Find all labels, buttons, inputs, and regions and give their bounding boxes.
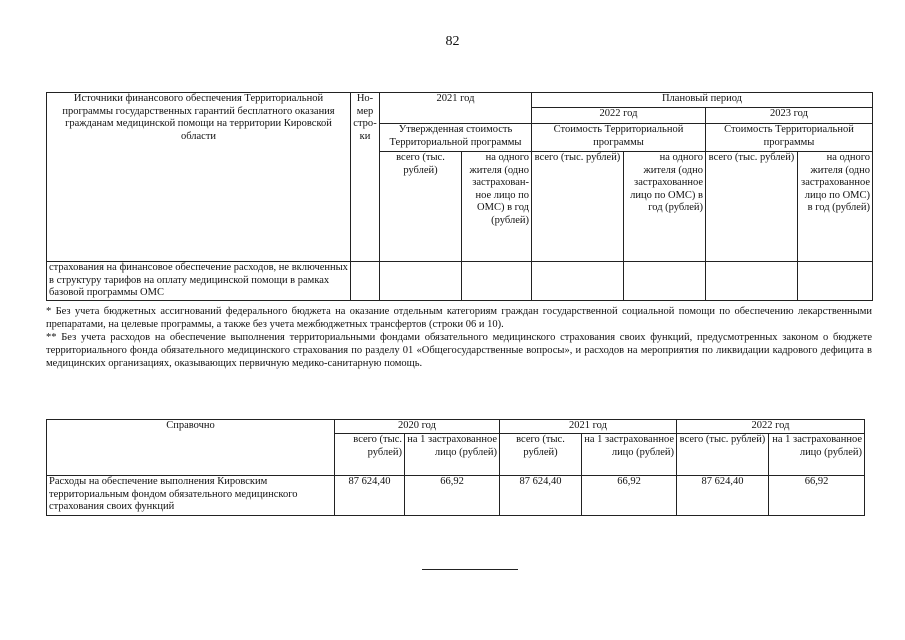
approved-cost-header: Утвержденная стоимость Территориальной программы	[380, 124, 532, 152]
ref-value-2020-total: 87 624,40	[335, 476, 405, 516]
per-resident-2023-header: на одного жителя (одно застрахованное лицо по ОМС) в год (рублей)	[798, 152, 873, 262]
ref-per-insured-2021-header: на 1 застрахованное лицо (рублей)	[582, 434, 677, 476]
footnote-1: * Без учета бюджетных ассигнований федерального бюджета на оказание отдельным категориям граждан государственной социальной помощи по обеспечению лекарственными препаратами, на целевые программы, а также без учета межбюджетных трансфертов (строки 06 и 10).	[46, 306, 872, 330]
per-resident-2022-header: на одного жителя (одно застрахованное лицо по ОМС) в год (рублей)	[624, 152, 706, 262]
cost-2023-header: Стоимость Территориальной программы	[706, 124, 873, 152]
total-2023-header: всего (тыс. рублей)	[706, 152, 798, 262]
reference-header: Справочно	[47, 420, 335, 476]
table-row	[47, 262, 873, 301]
total-2022-header: всего (тыс. рублей)	[532, 152, 624, 262]
row-cell	[706, 262, 798, 301]
ref-year-2022-header: 2022 год	[677, 420, 865, 434]
year-2021-header: 2021 год	[380, 93, 532, 124]
planning-period-header: Плановый период	[532, 93, 873, 108]
per-resident-2021-header: на одного жителя (одно застрахованное лицо по ОМС) в год (рублей)	[462, 152, 532, 262]
row-cell	[532, 262, 624, 301]
ref-value-2021-per: 66,92	[582, 476, 677, 516]
page-number: 82	[445, 34, 460, 49]
ref-total-2022-header: всего (тыс. рублей)	[677, 434, 769, 476]
ref-total-2021-header: всего (тыс. рублей)	[500, 434, 582, 476]
reference-table	[46, 419, 865, 516]
footnotes	[46, 305, 872, 370]
row-cell	[380, 262, 462, 301]
ref-value-2020-per: 66,92	[405, 476, 500, 516]
year-2023-header: 2023 год	[706, 108, 873, 124]
year-2020-header: 2020 год	[335, 420, 500, 434]
row-line-number	[351, 262, 380, 301]
row-cell	[624, 262, 706, 301]
ref-total-2020-header: всего (тыс. рублей)	[335, 434, 405, 476]
ref-value-2022-per: 66,92	[769, 476, 865, 516]
year-2022-header: 2022 год	[532, 108, 706, 124]
ref-value-2021-total: 87 624,40	[500, 476, 582, 516]
financing-table	[46, 92, 873, 301]
ref-per-insured-2022-header: на 1 застрахованное лицо (рублей)	[769, 434, 865, 476]
total-2021-header: всего (тыс. рублей)	[380, 152, 462, 262]
footnote-2: ** Без учета расходов на обеспечение выполнения территориальными фондами обязательного медицинского страхования своих функций, предусмотренных законом о бюджете территориального фонда обязательного медицинского страхования по разделу 01 «Общегосударственные вопросы», и расходов на мероприятия по ликвидации кадрового дефицита в медицинских организациях, оказывающих первичную медико-санитарную помощь.	[46, 332, 872, 369]
row-source-text: страхования на финансовое обеспечение расходов, не включенных в структуру тарифов на оплату медицинской помощи в рамках базовой программы ОМС	[47, 262, 351, 301]
cost-2022-header: Стоимость Территориальной программы	[532, 124, 706, 152]
ref-value-2022-total: 87 624,40	[677, 476, 769, 516]
table-row	[47, 476, 865, 516]
row-cell	[798, 262, 873, 301]
ref-year-2021-header: 2021 год	[500, 420, 677, 434]
line-number-header: Номер строки	[351, 93, 380, 262]
row-cell	[462, 262, 532, 301]
ref-per-insured-2020-header: на 1 застрахованное лицо (рублей)	[405, 434, 500, 476]
source-header: Источники финансового обеспечения Территориальной программы государственных гарантий бесплатного оказания гражданам медицинской помощи на территории Кировской области	[47, 93, 351, 262]
bottom-divider	[422, 569, 518, 570]
ref-row-label: Расходы на обеспечение выполнения Кировским территориальным фондом обязательного медицинского страхования своих функций	[47, 476, 335, 516]
